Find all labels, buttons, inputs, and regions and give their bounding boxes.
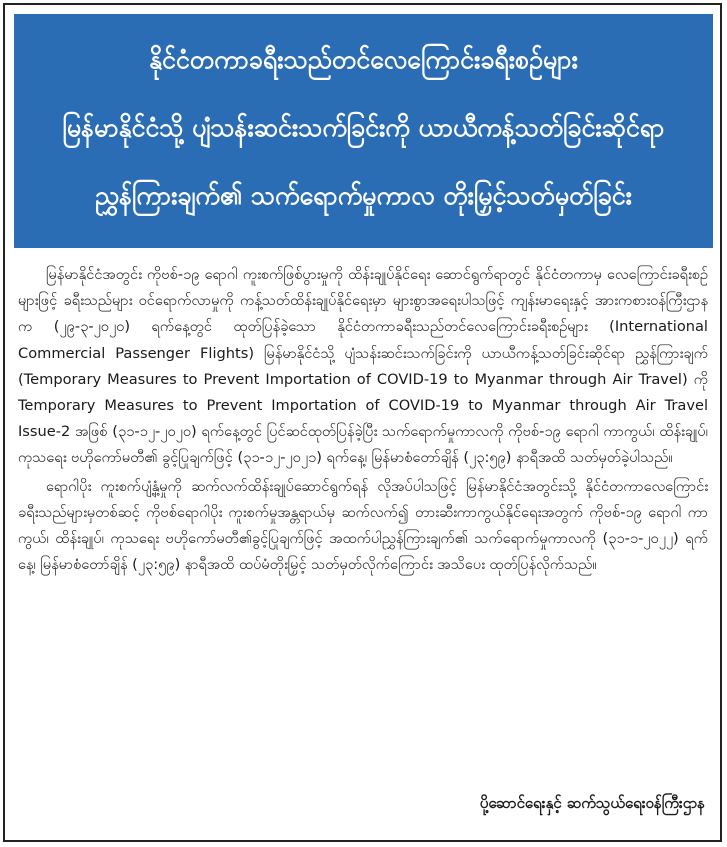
headline-line-1: နိုင်ငံတကာခရီးသည်တင်လေကြောင်းခရီးစဉ်များ bbox=[149, 45, 578, 74]
body-paragraph-2: ရောဂါပိုး ကူးစက်ပျံ့နှံ့မှုကို ဆက်လက်ထိန်းချုပ်ဆောင်ရွက်ရန် လိုအပ်ပါသဖြင့် မြန်မာနိုင်ငံအတွင်းသို့ နိုင်ငံတကာလေကြောင်း ခရီးသည်များမှတစ်ဆင့် ကိုဗစ်ရောဂါပိုး ကူးစက်မှုအန္တရာယ်မှ ဆက်လက်၍ တားဆီးကာကွယ်နိုင်ရေးအတွက် ကိုဗစ်-၁၉ ရောဂါ ကာကွယ်၊ ထိန်းချုပ်၊ ကုသရေး ဗဟိုကော်မတီ၏ခွင့်ပြုချက်ဖြင့် အထက်ပါညွှန်ကြားချက်၏ သက်ရောက်မှုကာလကို (၃၁-၁-၂၀၂၂) ရက်နေ့၊ မြန်မာစံတော်ချိန် (၂၃:၅၉) နာရီအထိ ထပ်မံတိုးမြှင့် သတ်မှတ်လိုက်ကြောင်း အသိပေး ထုတ်ပြန်လိုက်သည်။ bbox=[18, 477, 708, 574]
headline-line-2: မြန်မာနိုင်ငံသို့ ပျံသန်းဆင်းသက်ခြင်းကို ယာယီကန့်သတ်ခြင်းဆိုင်ရာ bbox=[62, 113, 665, 142]
announcement-header bbox=[14, 14, 713, 248]
announcement-body bbox=[18, 262, 708, 578]
issuing-ministry-signature: ပို့ဆောင်ရေးနှင့် ဆက်သွယ်ရေးဝန်ကြီးဌာန bbox=[479, 794, 705, 812]
headline-line-3: ညွှန်ကြားချက်၏ သက်ရောက်မှုကာလ တိုးမြှင့်သတ်မှတ်ခြင်း bbox=[95, 181, 632, 210]
body-paragraph-1: မြန်မာနိုင်ငံအတွင်း ကိုဗစ်-၁၉ ရောဂါ ကူးစက်ဖြစ်ပွားမှုကို ထိန်းချုပ်နိုင်ရေး ဆောင်ရွက်ရာတွင် နိုင်ငံတကာမှ လေကြောင်းခရီးစဉ်များဖြင့် ခရီးသည်များ ဝင်ရောက်လာမှုကို ကန့်သတ်ထိန်းချုပ်နိုင်ရေးမှာ များစွာအရေးပါသဖြင့် ကျန်းမာရေးနှင့် အားကစားဝန်ကြီးဌာနက (၂၉-၃-၂၀၂၀) ရက်နေ့တွင် ထုတ်ပြန်ခဲ့သော နိုင်ငံတကာခရီးသည်တင်လေကြောင်းခရီးစဉ်များ (International Commercial Passenger Flights) မြန်မာနိုင်ငံသို့ ပျံသန်းဆင်းသက်ခြင်းကို ယာယီကန့်သတ်ခြင်းဆိုင်ရာ ညွှန်ကြားချက် (Temporary Measures to Prevent Importation of COVID-19 to Myanmar through Air Travel) ကို Temporary Measures to Prevent Importation of COVID-19 to Myanmar through Air Travel Issue-2 အဖြစ် (၃၁-၁၂-၂၀၂၀) ရက်နေ့တွင် ပြင်ဆင်ထုတ်ပြန်ခဲ့ပြီး သက်ရောက်မှုကာလကို ကိုဗစ်-၁၉ ရောဂါ ကာကွယ်၊ ထိန်းချုပ်၊ ကုသရေး ဗဟိုကော်မတီ၏ ခွင့်ပြုချက်ဖြင့် (၃၁-၁၂-၂၀၂၁) ရက်နေ့၊ မြန်မာစံတော်ချိန် (၂၃:၅၉) နာရီအထိ သတ်မှတ်ခဲ့ပါသည်။ bbox=[18, 266, 708, 467]
